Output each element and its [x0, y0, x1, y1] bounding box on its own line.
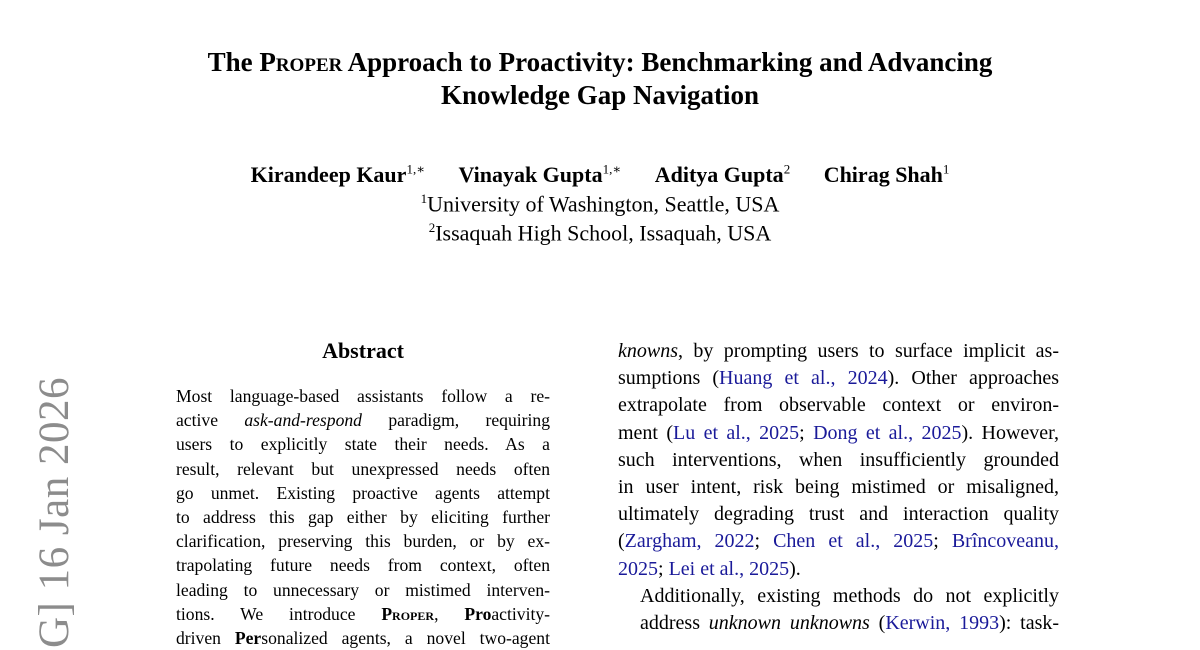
affiliation-1: $^1$University of Washington, Seattle, USA: [420, 191, 780, 217]
abstract-body: [176, 384, 550, 650]
author-3: Aditya Gupta$^2$: [654, 162, 791, 188]
text-line: such interventions, when insufficiently grounded: [618, 448, 1059, 471]
citation-link[interactable]: Dong et al., 2025: [813, 421, 962, 444]
title-proper: Proper: [259, 47, 343, 77]
text-line: extrapolate from observable context or environ-: [618, 394, 1059, 417]
abstract-line: users to explicitly state their needs. As a: [176, 434, 550, 455]
emphasis: knowns: [618, 340, 678, 362]
emphasis: ask-and-respond: [244, 410, 362, 431]
abstract-line: go unmet. Existing proactive agents attempt: [176, 482, 550, 503]
text-line: sumptions (Huang et al., 2024). Other approaches: [618, 367, 1059, 390]
text-line: address unknown unknowns (Kerwin, 1993): task-: [640, 612, 1060, 635]
citation-link[interactable]: Lu et al., 2025: [673, 421, 800, 444]
abstract-line: driven Personalized agents, a novel two-agent: [176, 628, 550, 649]
text-line: ultimately degrading trust and interaction quality: [618, 503, 1059, 526]
abstract-heading: Abstract: [322, 338, 404, 363]
paragraph-2: [618, 583, 1059, 637]
paper-title: [150, 46, 1050, 112]
abstract-line: clarification, preserving this burden, or by ex-: [176, 531, 550, 552]
affiliation-2: $^2$Issaquah High School, Issaquah, USA: [428, 220, 772, 246]
abstract-line: to address this gap either by eliciting further: [176, 507, 550, 528]
abstract-line: Most language-based assistants follow a re-: [176, 386, 550, 406]
text-line: 2025; Lei et al., 2025).: [618, 557, 801, 580]
text-line: Additionally, existing methods do not explicitly: [640, 584, 1059, 607]
text-line: (Zargham, 2022; Chen et al., 2025; Brîncoveanu,: [618, 530, 1059, 553]
citation-link[interactable]: Brîncoveanu,: [951, 530, 1059, 553]
right-column: [618, 338, 1059, 637]
citation-link[interactable]: Zargham, 2022: [624, 530, 755, 553]
citation-link[interactable]: Kerwin, 1993: [885, 612, 1000, 635]
abstract-line: leading to unnecessary or mistimed interven-: [176, 579, 550, 600]
text-line: ment (Lu et al., 2025; Dong et al., 2025). However,: [618, 421, 1060, 444]
author-list: [150, 162, 1050, 188]
text-line: in user intent, risk being mistimed or misaligned,: [618, 476, 1059, 499]
author-1: Kirandeep Kaur$^{1,∗}$: [250, 162, 426, 188]
title-line-2: Knowledge Gap Navigation: [440, 80, 760, 110]
abstract-line: trapolating future needs from context, often: [176, 555, 550, 576]
emphasis: unknown unknowns: [708, 612, 870, 635]
title-prefix: The: [207, 47, 260, 77]
abstract-line: active ask-and-respond paradigm, requiring: [176, 410, 550, 431]
author-2: Vinayak Gupta$^{1,∗}$: [458, 162, 622, 188]
abstract-line: result, relevant but unexpressed needs often: [176, 458, 550, 479]
title-line-1: [150, 46, 1050, 79]
author-4: Chirag Shah$^1$: [823, 162, 950, 188]
paragraph-1: [618, 338, 1059, 583]
text-line: knowns, by prompting users to surface implicit as-: [618, 340, 1059, 362]
title-rest: Approach to Proactivity: Benchmarking and Advancing: [342, 47, 993, 77]
citation-link[interactable]: Chen et al., 2025: [773, 530, 934, 553]
citation-link[interactable]: Lei et al., 2025: [668, 557, 790, 580]
abstract-line: tions. We introduce Proper, Proactivity-: [176, 603, 550, 624]
arxiv-sidebar-stamp: G] 16 Jan 2026: [31, 377, 78, 648]
citation-link[interactable]: 2025: [618, 557, 658, 580]
citation-link[interactable]: Huang et al., 2024: [719, 367, 888, 390]
